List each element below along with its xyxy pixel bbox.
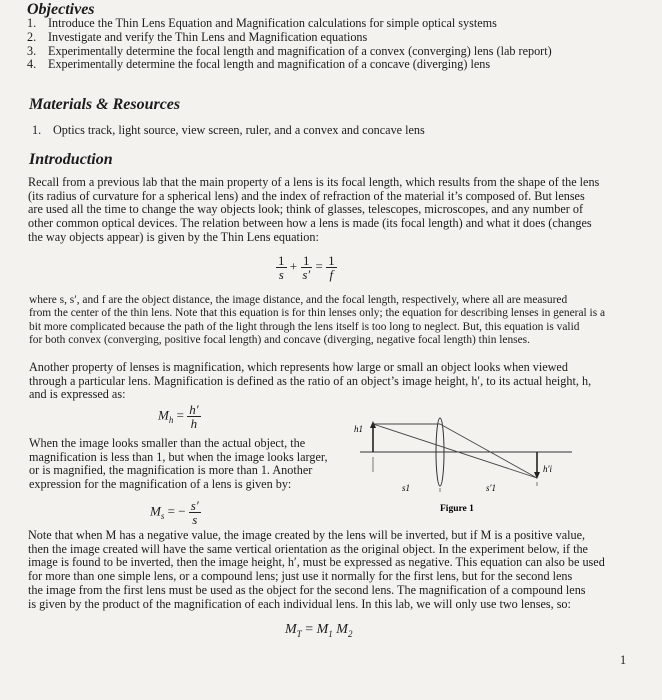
compound-magnification-equation: $M_T = M_1$ $M_2$ [285,622,353,639]
intro-paragraph-3: When the image looks smaller than the actual object, the magnification is less than 1, but when the image looks larger, or is magnified, the magnification is more than 1. Another expression for the magnification of a lens is given by: [29,436,328,492]
objectives-list [27,17,552,72]
s-prime-label: s′1 [486,483,496,493]
list-item: 1. Optics track, light source, view screen, ruler, and a convex and concave lens [32,123,425,137]
s1-label: s1 [402,483,411,493]
intro-paragraph-4: Note that when M has a negative value, the image created by the lens will be inverted, but if M is a positive value, then the image created will have the same vertical orientation as the original object. In the experiment below, if the image is found to be inverted, then the image height, h′, must be expressed as negative. This equation can also be used for more than one simple lens, or a compound lens; just use it normally for the first lens, but for the second lens the image from the first lens must be used as the object for the second lens. The magnification of a compound lens is given by the product of the magnification of each individual lens. In this lab, we will only use two lenses, so: [28,528,605,611]
magnification-height-equation: $M_h$ = $\frac{h'}{h}$ [158,402,199,431]
objectives-heading: Objectives [27,1,95,18]
list-item: 1. Introduce the Thin Lens Equation and Magnification calculations for simple optical systems [27,16,497,30]
h-prime-label: h′i [543,464,552,474]
where-paragraph: where s, s′, and f are the object distance, the image distance, and the focal length, respectively, where all are measured from the center of the thin lens. Note that this equation is for thin lenses only; the equation for describing lenses in general is a bit more complicated because the path of the light through the lens itself is too long to neglect. But, this equation is valid for both convex (converging, positive focal length) and concave (diverging, negative focal length) thin lenses. [29,294,606,347]
introduction-heading: Introduction [29,151,113,168]
figure-1-lens-diagram [340,412,580,514]
h1-label: h1 [354,424,363,434]
materials-heading: Materials & Resources [29,96,181,113]
list-item: 4. Experimentally determine the focal length and magnification of a concave (diverging) lens [27,57,491,72]
magnification-distance-equation: $M_s$ = − $\frac{s'}{s}$ [150,498,199,527]
page-number: 1 [620,653,627,667]
figure-caption: Figure 1 [440,504,474,514]
thin-lens-equation: $\frac{1}{s}$ + $\frac{1}{s'}$ = $\frac{1}{f}$ [278,253,335,282]
intro-paragraph-1: Recall from a previous lab that the main property of a lens is its focal length, which results from the shape of the lens (its radius of curvature for a spherical lens) and the index of refraction of the material it’s composed of. But lenses are used all the time to change the way objects look; think of glasses, telescopes, microscopes, and any number of other common optical devices. The relation between how a lens is made (its focal length) and what it does (changes the way objects appear) is given by the Thin Lens equation: [28,175,600,244]
intro-paragraph-2: Another property of lenses is magnification, which represents how large or small an object looks when viewed through a particular lens. Magnification is defined as the ratio of an object’s image height, h′, to its actual height, h, and is expressed as: [29,360,592,402]
list-item: 2. Investigate and verify the Thin Lens and Magnification equations [27,29,368,44]
list-item: 3. Experimentally determine the focal length and magnification of a convex (converging) lens (lab report) [27,43,552,58]
materials-list [32,124,425,138]
